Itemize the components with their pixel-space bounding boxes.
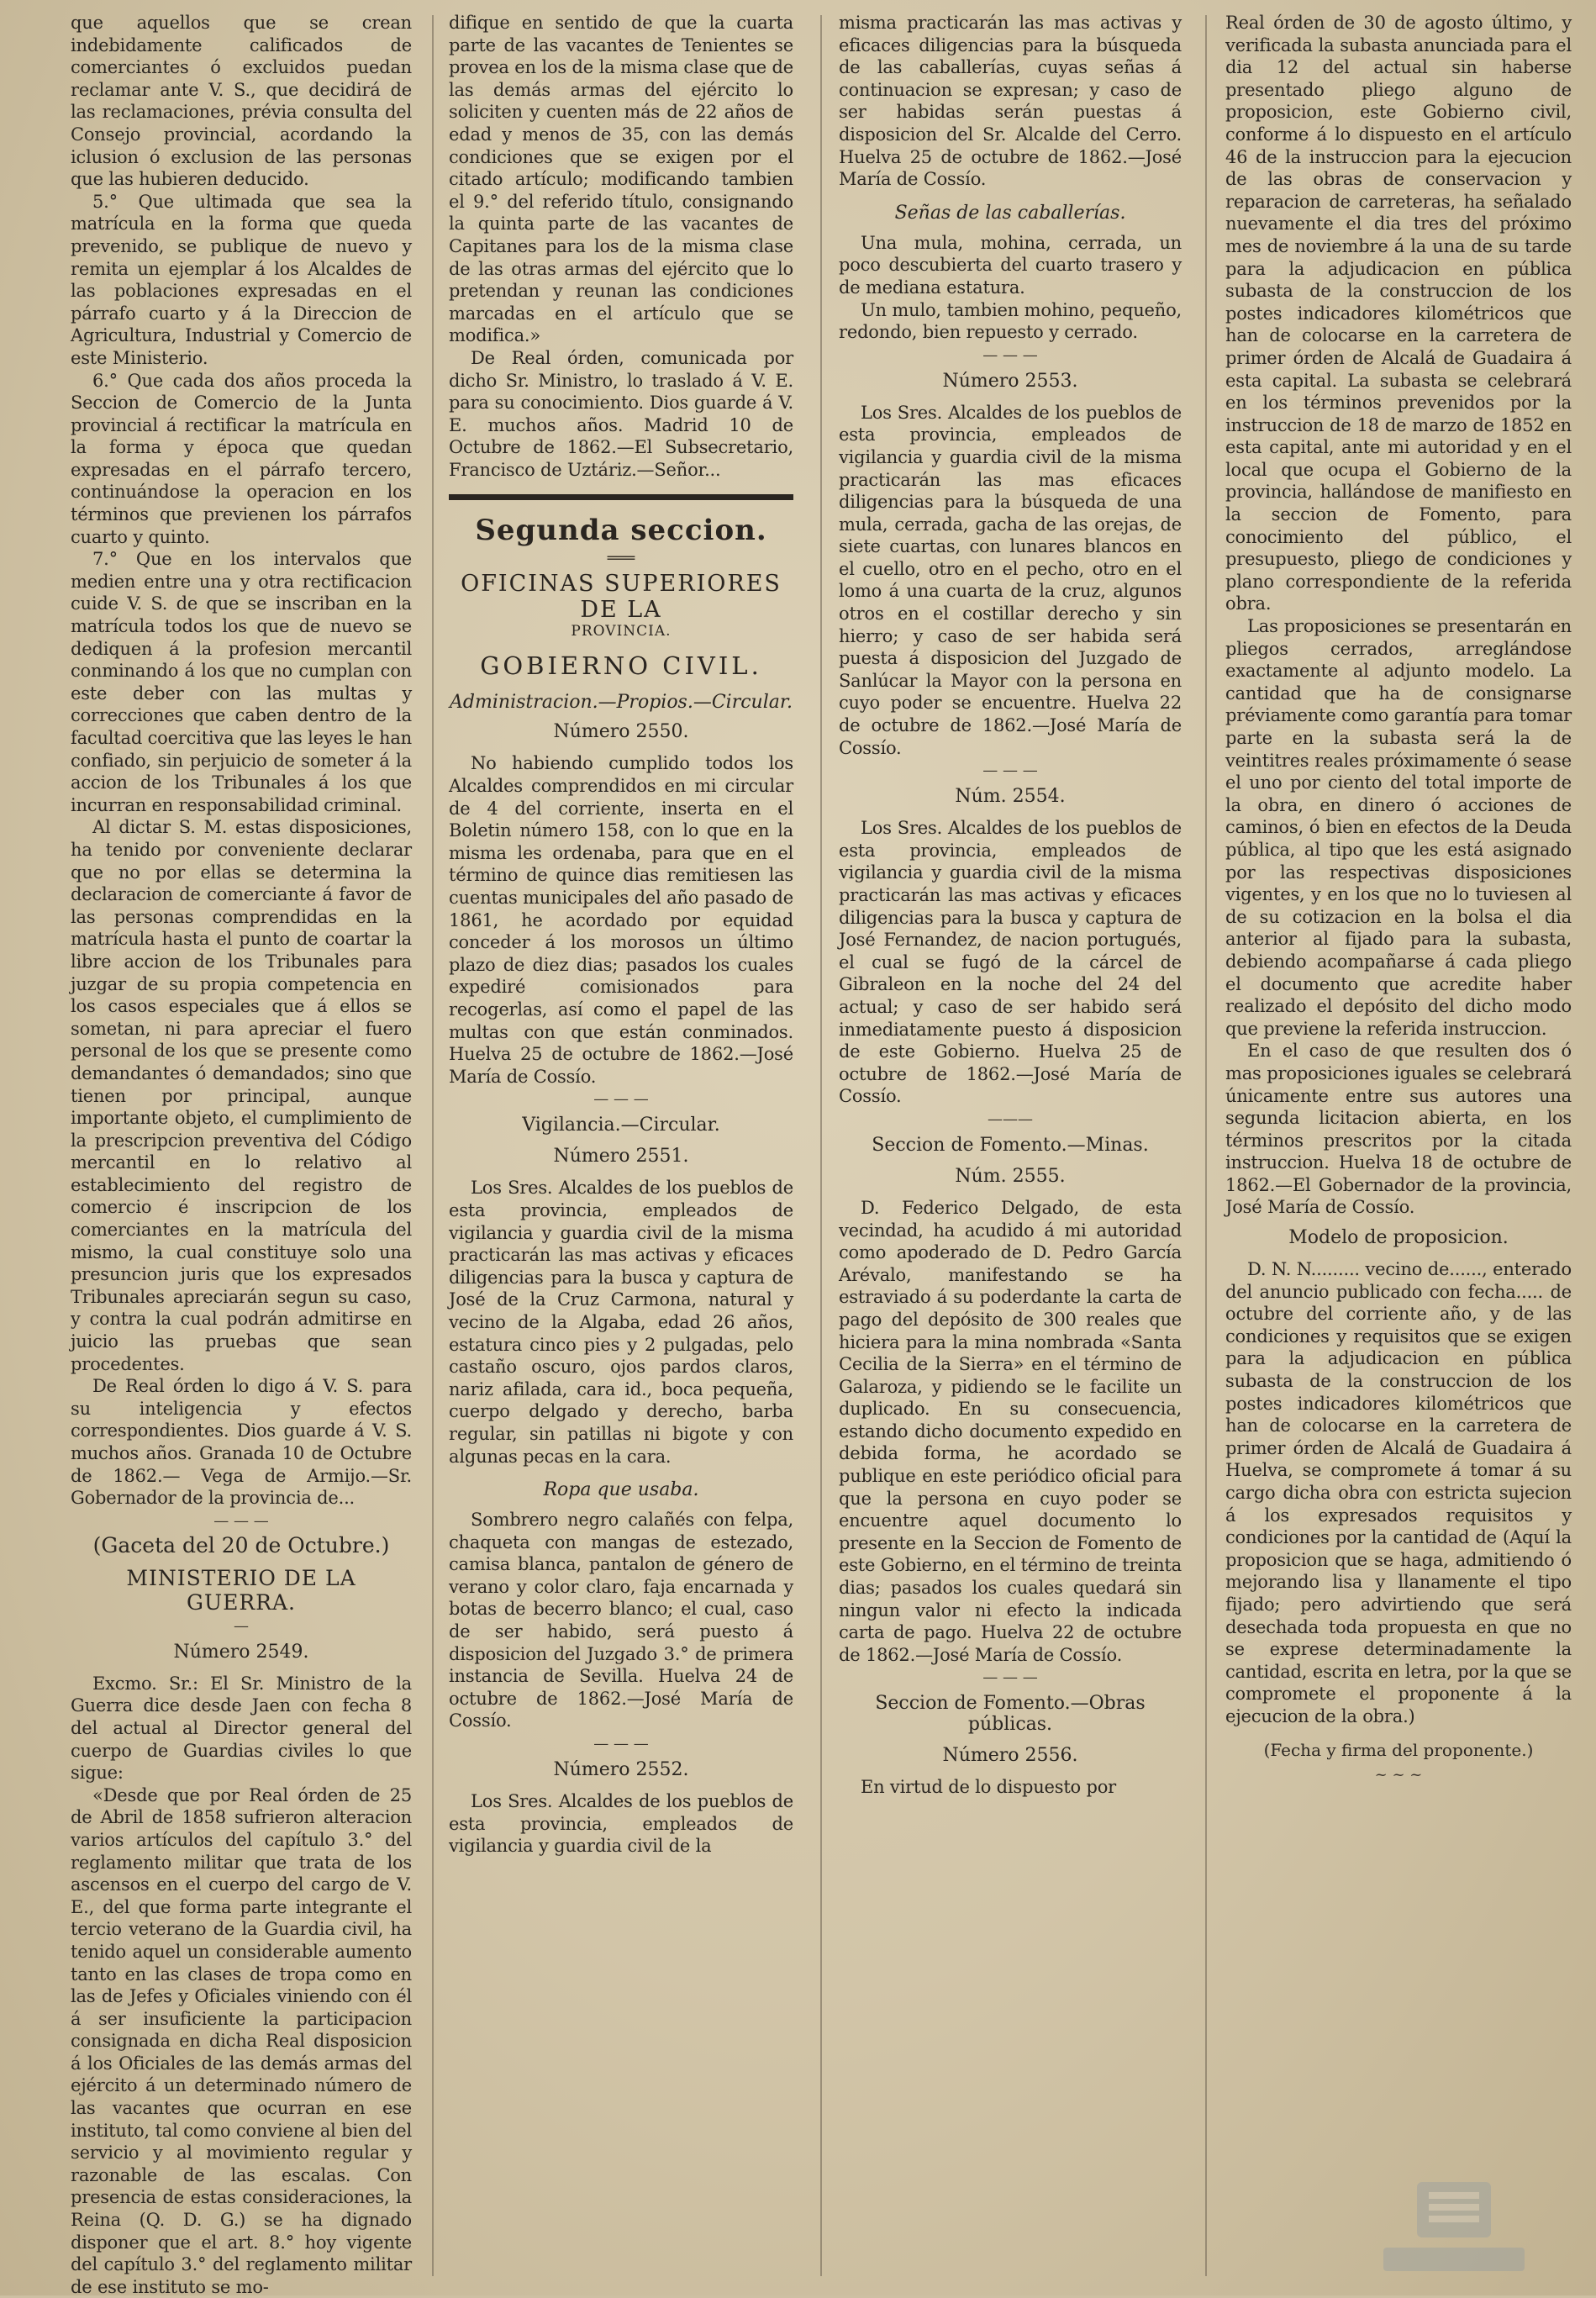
numero-heading: Número 2551. [553, 1146, 689, 1167]
column-2 [449, 12, 793, 1858]
paragraph: En virtud de lo dispuesto por [861, 1777, 1117, 1798]
separator: — — — [593, 1090, 649, 1109]
separator: ~ ~ ~ [1374, 1765, 1423, 1784]
paragraph: Excmo. Sr.: El Sr. Ministro de la Guerra dice desde Jaen con fecha 8 del actual al Director general del cuerpo de Guardias civiles lo que sigue: [71, 1673, 412, 1784]
senas-heading: Señas de las caballerías. [894, 202, 1126, 224]
paragraph: 6.° Que cada dos años proceda la Seccion de Comercio de la Junta provincial á rectificar la matrícula en la forma y época que quedan expresadas en el párrafo tercero, continuándose la operacion en los términos que previenen los párrafos cuarto y quinto. [71, 370, 412, 547]
separator: — [234, 1616, 249, 1635]
section-title: Segunda seccion. [475, 514, 767, 548]
admin-heading: Administracion.—Propios.—Circular. [450, 692, 793, 714]
numero-heading: Número 2549. [173, 1641, 309, 1663]
separator: — — — [982, 762, 1038, 780]
separator: ——— [988, 1109, 1033, 1128]
paragraph: De Real órden lo digo á V. S. para su inteligencia y efectos correspondientes. Dios guarde á V. S. muchos años. Granada 10 de Octubre de 1862.— Vega de Armijo.—Sr. Gobernador de la provincia de... [71, 1376, 412, 1509]
paragraph: De Real órden, comunicada por dicho Sr. Ministro, lo traslado á V. E. para su conocimiento. Dios guarde á V. E. muchos años. Madrid 10 de Octubre de 1862.—El Subsecretario, Francisco de Uztáriz.—Señor... [449, 347, 793, 480]
numero-heading: Núm. 2554. [955, 786, 1066, 808]
ministerio-heading: MINISTERIO DE LA GUERRA. [126, 1565, 356, 1615]
oficinas-heading: OFICINAS SUPERIORES DE LA [461, 571, 782, 624]
separator: ═══ [607, 550, 635, 568]
paragraph: Un mulo, tambien mohino, pequeño, redondo, bien repuesto y cerrado. [839, 299, 1182, 343]
paragraph: difique en sentido de que la cuarta parte de las vacantes de Tenientes se provea en los de la misma clase que de las demás armas del ejército lo soliciten y cuenten más de 22 años de edad y menos de 35, con las demás condiciones que se exigen por el citado artículo; modificando tambien el 9.° del referido título, consignando la quinta parte de las vacantes de Capitanes para los de la misma clase de las otras armas del ejército que lo pretendan y reunan las condiciones marcadas en el artículo que se modifica.» [449, 13, 793, 346]
paragraph: Los Sres. Alcaldes de los pueblos de esta provincia, empleados de vigilancia y guardia civil de la misma practicarán las mas eficaces diligencias para la búsqueda de una mula, cerrada, gacha de las orejas, de siete cuartas, con lunares blancos en el cuello, otro en el pecho, otro en el lomo á una cuarta de la cruz, algunos otros en el costillar derecho y sin hierro; y caso de ser habida será puesta á disposicion del Juzgado de Sanlúcar la Mayor con la persona en cuyo poder se encuentre. Huelva 22 de octubre de 1862.—José María de Cossío. [839, 402, 1182, 758]
modelo-heading: Modelo de proposicion. [1288, 1227, 1509, 1249]
vigilancia-heading: Vigilancia.—Circular. [522, 1115, 720, 1136]
paragraph: No habiendo cumplido todos los Alcaldes comprendidos en mi circular de 4 del corriente, inserta en el Boletin número 158, con lo que en la misma les ordenaba, para que en el término de quince dias remitiesen las cuentas municipales del año pasado de 1861, he acordado por equidad conceder á los morosos un último plazo de diez dias; pasados los cuales expediré comisionados para recogerlas, así como el papel de las multas con que están conminados. Huelva 25 de octubre de 1862.—José María de Cossío. [449, 753, 793, 1087]
paragraph: En el caso de que resulten dos ó mas proposiciones iguales se celebrará únicamente entre sus autores una segunda licitacion abierta, en los términos prescritos por la citada instruccion. Huelva 18 de octubre de 1862.—El Gobernador de la provincia, José María de Cossío. [1225, 1041, 1572, 1218]
numero-heading: Número 2553. [942, 370, 1078, 392]
paragraph: que aquellos que se crean indebidamente calificados de comerciantes ó excluidos puedan reclamar ante V. S., que decidirá de las reclamaciones, prévia consulta del Consejo provincial, acordando la iclusion ó exclusion de las personas que las hubieren deducido. [71, 13, 412, 190]
column-rule [820, 15, 822, 2276]
provincia-heading: PROVINCIA. [571, 623, 672, 640]
paragraph: Real órden de 30 de agosto último, y verificada la subasta anunciada para el dia 12 del actual sin haberse presentado pliego alguno de proposicion, este Gobierno civil, conforme á lo dispuesto en el artículo 46 de la instruccion para la ejecucion de las obras de conservacion y reparacion de carreteras, ha señalado nuevamente el dia tres del próximo mes de noviembre á la una de su tarde para la adjudicacion en pública subasta de la construccion de los postes indicadores kilométricos que han de colocarse en la carretera de primer órden de Alcalá de Guadaira á esta capital. La subasta se celebrará en los términos prevenidos por la instruccion de 18 de marzo de 1852 en esta capital, ante mi autoridad y en el local que ocupa el Gobierno de la provincia, hallándose de manifiesto en la seccion de Fomento, para conocimiento del público, el presupuesto, pliego de condiciones y plano correspondiente de la referida obra. [1225, 13, 1572, 614]
column-rule [432, 15, 434, 2276]
paragraph: Los Sres. Alcaldes de los pueblos de esta provincia, empleados de vigilancia y guardia civil de la misma practicarán las mas activas y eficaces diligencias para la busca y captura de José de la Cruz Carmona, natural y vecino de la Algaba, edad 26 años, estatura cinco pies y 2 pulgadas, pelo castaño oscuro, ojos pardos claros, nariz afilada, cara id., boca pequeña, cuerpo delgado y derecho, barba regular, sin patillas ni bigote y con algunas pecas en la cara. [449, 1178, 793, 1467]
paragraph: Las proposiciones se presentarán en pliegos cerrados, arreglándose exactamente al adjunto modelo. La cantidad que ha de consignarse préviamente como garantía para tomar parte en la subasta será la de veintitres reales próximamente ó sease el uno por ciento del total importe de la obra, en dinero ó acciones de caminos, ó bien en efectos de la Deuda pública, al tipo que les está asignado por las respectivas disposiciones vigentes, y en los que no lo tuviesen al de su cotizacion en la bolsa el dia anterior al fijado para la subasta, debiendo acompañarse á cada pliego el documento que acredite haber realizado el depósito del dicho modo que previene la referida instruccion. [1225, 616, 1572, 1039]
firma-line: (Fecha y firma del proponente.) [1263, 1739, 1534, 1760]
paragraph: 7.° Que en los intervalos que medien entre una y otra rectificacion cuide V. S. de que se inscriban en la matrícula todos los que de nuevo se dediquen á la profesion mercantil conminando á los que no cumplan con este deber con las multas y correcciones que caben dentro de la facultad coercitiva que las leyes le han confiado, sin perjuicio de someter á la accion de los Tribunales á los que incurran en responsabilidad criminal. [71, 549, 412, 815]
paragraph: Al dictar S. M. estas disposiciones, ha tenido por conveniente declarar que no por ellas se determina la declaracion de comerciante á favor de las personas comprendidas en la matrícula hasta el punto de coartar la libre accion de los Tribunales para juzgar de su propia competencia en los casos especiales que á ellos se sometan, ni para apreciar el fuero personal de los que se presente como demandantes ó demandados; sino que tienen por principal, aunque importante objeto, el cumplimiento de la prescripcion preventiva del Código mercantil en lo relativo al establecimiento del registro de comercio é inscripcion de los comerciantes en la matrícula del mismo, la cual constituye solo una presuncion juris que los expresados Tribunales apreciarán segun su caso, y contra la cual podrán admitirse en juicio las pruebas que sean procedentes. [71, 817, 412, 1374]
paragraph: Los Sres. Alcaldes de los pueblos de esta provincia, empleados de vigilancia y guardia civil de la misma practicarán las mas activas y eficaces diligencias para la busca y captura de José Fernandez, de nacion portugués, el cual se fugó de la cárcel de Gibraleon en la noche del 24 del actual; y caso de ser habido será inmediatamente puesto á disposicion de este Gobierno. Huelva 25 de octubre de 1862.—José María de Cossío. [839, 818, 1182, 1107]
fomento-heading: Seccion de Fomento.—Minas. [872, 1134, 1149, 1156]
archive-watermark-icon [1358, 2177, 1550, 2278]
paragraph: Los Sres. Alcaldes de los pueblos de esta provincia, empleados de vigilancia y guardia civil de la [449, 1791, 793, 1857]
paragraph: D. Federico Delgado, de esta vecindad, ha acudido á mi autoridad como apoderado de D. Pedro García Arévalo, manifestando se ha estraviado á su poderdante la carta de pago del depósito de 300 reales que hiciera para la mina nombrada «Santa Cecilia de la Sierra» en el término de Galaroza, y pidiendo se le facilite un duplicado. En su consecuencia, estando dicho documento expedido en debida forma, he acordado se publique en este periódico oficial para que la persona en cuyo poder se encuentre aquel documento lo presente en la Seccion de Fomento de este Gobierno, en el término de treinta dias; pasados los cuales quedará sin ningun valor ni efecto la indicada carta de pago. Huelva 22 de octubre de 1862.—José María de Cossío. [839, 1197, 1182, 1665]
column-4 [1225, 12, 1572, 1787]
separator: — — — [982, 345, 1038, 364]
numero-heading: Núm. 2555. [955, 1165, 1066, 1187]
column-3 [839, 12, 1182, 1799]
paragraph: misma practicarán las mas activas y eficaces diligencias para la búsqueda de las caballerías, cuyas señas á continuacion se expresan; y caso de ser habidas serán puestas á disposicion del Sr. Alcalde del Cerro. Huelva 25 de octubre de 1862.—José María de Cossío. [839, 13, 1182, 190]
separator: — — — [593, 1735, 649, 1753]
numero-heading: Número 2550. [553, 721, 689, 743]
paragraph: Una mula, mohina, cerrada, un poco descubierta del cuarto trasero y de mediana estatura. [839, 232, 1182, 298]
column-rule [1205, 15, 1207, 2276]
paragraph: Sombrero negro calañés con felpa, chaqueta con mangas de estezado, camisa blanca, pantalon de género de verano y color claro, faja encarnada y botas de becerro blanco; el cual, caso de ser habido, será puesto á disposicion del Juzgado 3.° de primera instancia de Sevilla. Huelva 24 de octubre de 1862.—José María de Cossío. [449, 1510, 793, 1731]
section-rule [449, 494, 793, 500]
numero-heading: Número 2556. [942, 1745, 1078, 1767]
obras-heading: Seccion de Fomento.—Obras públicas. [875, 1693, 1146, 1736]
numero-heading: Número 2552. [553, 1759, 689, 1781]
column-1 [71, 12, 412, 2298]
paragraph: D. N. N......... vecino de......, enterado del anuncio publicado con fecha..... de octubre del corriente año, y de las condiciones y requisitos que se exigen para la adjudicacion en pública subasta de la construccion de los postes indicadores kilométricos que han de colocarse en la carretera de primer órden de Alcalá de Guadaira á Huelva, se compromete á tomar á su cargo dicha obra con estricta sujecion á los expresados requisitos y condiciones por la cantidad de (Aquí la proposicion que se haga, admitiendo ó mejorando lisa y llanamente el tipo fijado; pero advirtiendo que será desechada toda propuesta en que no se exprese determinadamente la cantidad, escrita en letra, por la que se compromete el proponente á la ejecucion de la obra.) [1225, 1259, 1572, 1726]
paragraph: 5.° Que ultimada que sea la matrícula en la forma que queda prevenido, se publique de nuevo y remita un ejemplar á los Alcaldes de las poblaciones expresadas en el párrafo cuarto y á la Direccion de Agricultura, Industrial y Comercio de este Ministerio. [71, 191, 412, 368]
paragraph: «Desde que por Real órden de 25 de Abril de 1858 sufrieron alteracion varios artículos del capítulo 3.° del reglamento militar que trata de los ascensos en el cuerpo del cargo de V. E., del que forma parte integrante el tercio veterano de la Guardia civil, ha tenido aquel un considerable aumento tanto en las clases de tropa como en las de Jefes y Oficiales viniendo con él á ser insuficiente la participacion consignada en dicha Real disposicion á los Oficiales de las demás armas del ejército á un determinado número de las vacantes que ocurran en ese instituto, tal como conviene al bien del servicio y al movimiento regular y razonable de las escalas. Con presencia de estas consideraciones, la Reina (Q. D. G.) se ha dignado disponer que el art. 8.° hoy vigente del capítulo 3.° del reglamento militar de ese instituto se mo- [71, 1784, 412, 2297]
separator: — — — [213, 1511, 269, 1530]
gobierno-heading: GOBIERNO CIVIL. [480, 651, 762, 681]
separator: — — — [982, 1668, 1038, 1687]
gaceta-heading: (Gaceta del 20 de Octubre.) [92, 1532, 390, 1557]
ropa-heading: Ropa que usaba. [543, 1479, 699, 1501]
